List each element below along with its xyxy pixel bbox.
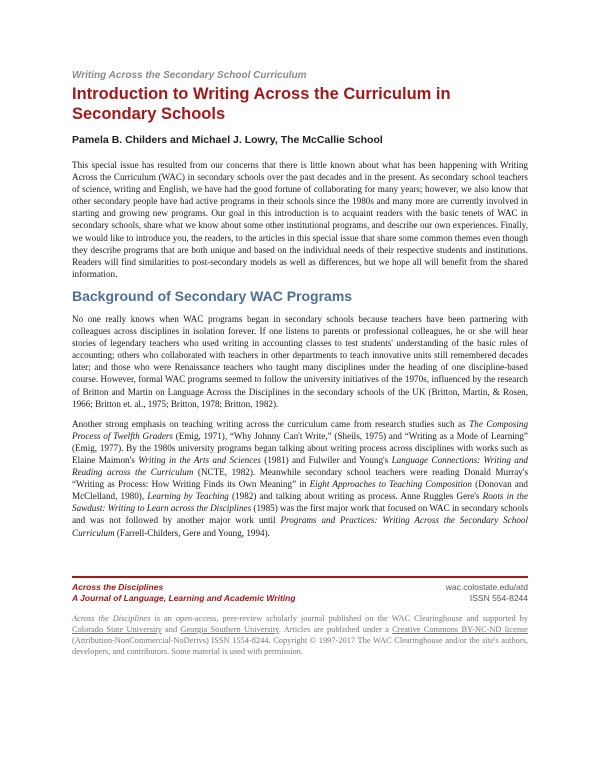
text-run: and — [161, 625, 181, 634]
italic-text: Roots in the Sawdust: Writing to Learn across the Disciplines — [72, 491, 529, 514]
text-run: (Attribution-NonCommercial-NoDerivs) ISSN 1554-8244. Copyright © 1997-2017 The WAC Clearinghouse and/or the site's authors, developers, and contributors. Some material is used with permission. — [72, 636, 528, 656]
article-body — [72, 70, 528, 547]
article-authors: Pamela B. Childers and Michael J. Lowry, The McCallie School — [72, 134, 383, 146]
italic-text: Writing in the Arts and Sciences — [138, 454, 261, 465]
section-heading: Background of Secondary WAC Programs — [72, 287, 353, 304]
text-run: (Farrell-Childers, Gere and Young, 1994). — [114, 527, 270, 538]
text-run: . Articles are published under a — [278, 625, 393, 634]
journal-footer — [72, 576, 528, 604]
series-title: Writing Across the Secondary School Curriculum — [72, 70, 307, 81]
journal-issn: ISSN 554-8244 — [469, 593, 528, 603]
section-paragraph-2 — [72, 418, 528, 539]
text-run: (Emig, 1971), “Why Johnny Can't Write,” (Sheils, 1975) and “Writing as a Mode of Learning” (Emig, 1977). By the 1980s university programs began talking about writing process across disciplines with works such as Elaine Maimon's — [72, 430, 528, 465]
journal-name: Across the Disciplines — [72, 582, 164, 592]
text-run: (1985) was the first major work that focused on WAC in secondary schools and was not followed by another major work until — [72, 503, 528, 526]
notice-link[interactable]: Creative Commons BY-NC-ND license — [392, 625, 528, 634]
text-run: Another strong emphasis on teaching writing across the curriculum came from research studies such as — [72, 418, 470, 429]
notice-link[interactable]: Colorado State University — [72, 625, 162, 634]
notice-link[interactable]: Georgia Southern University — [180, 625, 279, 634]
license-notice — [72, 613, 528, 657]
journal-url[interactable]: wac.colostate.edu/atd — [445, 582, 528, 592]
italic-text: Learning by Teaching — [147, 491, 229, 502]
text-run: (1981) and Fulwiler and Young's — [260, 454, 392, 465]
italic-text: Programs and Practices: Writing Across the Secondary School Curriculum — [72, 515, 529, 538]
text-run: (NCTE, 1982). Meanwhile secondary school teachers were reading Donald Murray's “Writing as Process: How Writing Finds its Own Meaning” in — [72, 467, 528, 490]
text-run: (1982) and talking about writing as process. Anne Ruggles Gere's — [228, 491, 483, 502]
italic-text: Language Connections: Writing and Reading across the Curriculum — [72, 454, 528, 478]
journal-subtitle: A Journal of Language, Learning and Academic Writing — [72, 593, 296, 603]
intro-paragraph: This special issue has resulted from our concerns that there is little known about what has been happening with Writing Across the Curriculum (WAC) in secondary schools over the past decades and in the present. As secondary school teachers of science, writing and English, we have had the good fortune of collaborating for many years; however, we also know that other secondary people have had active programs in their schools since the 1980s and many more are currently involved in starting and growing new programs. Our goal in this introduction is to acquaint readers with the basic tenets of WAC in secondary schools, share what we know about some other institutional programs, and describe our own experiences. Finally, we would like to introduce you, the readers, to the articles in this special issue that share some common themes even though they describe programs that are both unique and based on the individual needs of their respective students and institutions. Readers will find similarities to post-secondary models as well as differences, but we hope all will benefit from the shared information. — [72, 160, 528, 279]
text-run: is an open-access, peer-review scholarly journal published on the WAC Clearinghouse and supported by — [150, 614, 528, 623]
italic-text: Eight Approaches to Teaching Composition — [309, 479, 472, 490]
article-title: Introduction to Writing Across the Curriculum in Secondary Schools — [72, 85, 451, 123]
italic-text: Across the Disciplines — [72, 614, 151, 623]
italic-text: The Composing Process of Twelfth Graders — [72, 418, 529, 441]
text-run: (Donovan and McClelland, 1980), — [72, 479, 528, 502]
section-paragraph-1: No one really knows when WAC programs began in secondary schools because teachers have been partnering with colleagues across disciplines in isolation forever. If one listens to parents or professional colleagues, he or she will hear stories of legendary teachers who used writing in accounting classes to test students' understanding of the basic rules of accounting; others who collaborated with teachers in other departments to teach innovative units still remembered decades later; and those who were Renaissance teachers who taught many disciplines under the heading of one discipline-based course. However, formal WAC programs seemed to follow the university initiatives of the 1970s, influenced by the research of Britton and Martin on Language Across the Disciplines in the secondary schools of the UK (Britton, Martin, & Rosen, 1966; Britton et. al., 1975; Britton, 1978; Britton, 1982). — [72, 313, 528, 409]
